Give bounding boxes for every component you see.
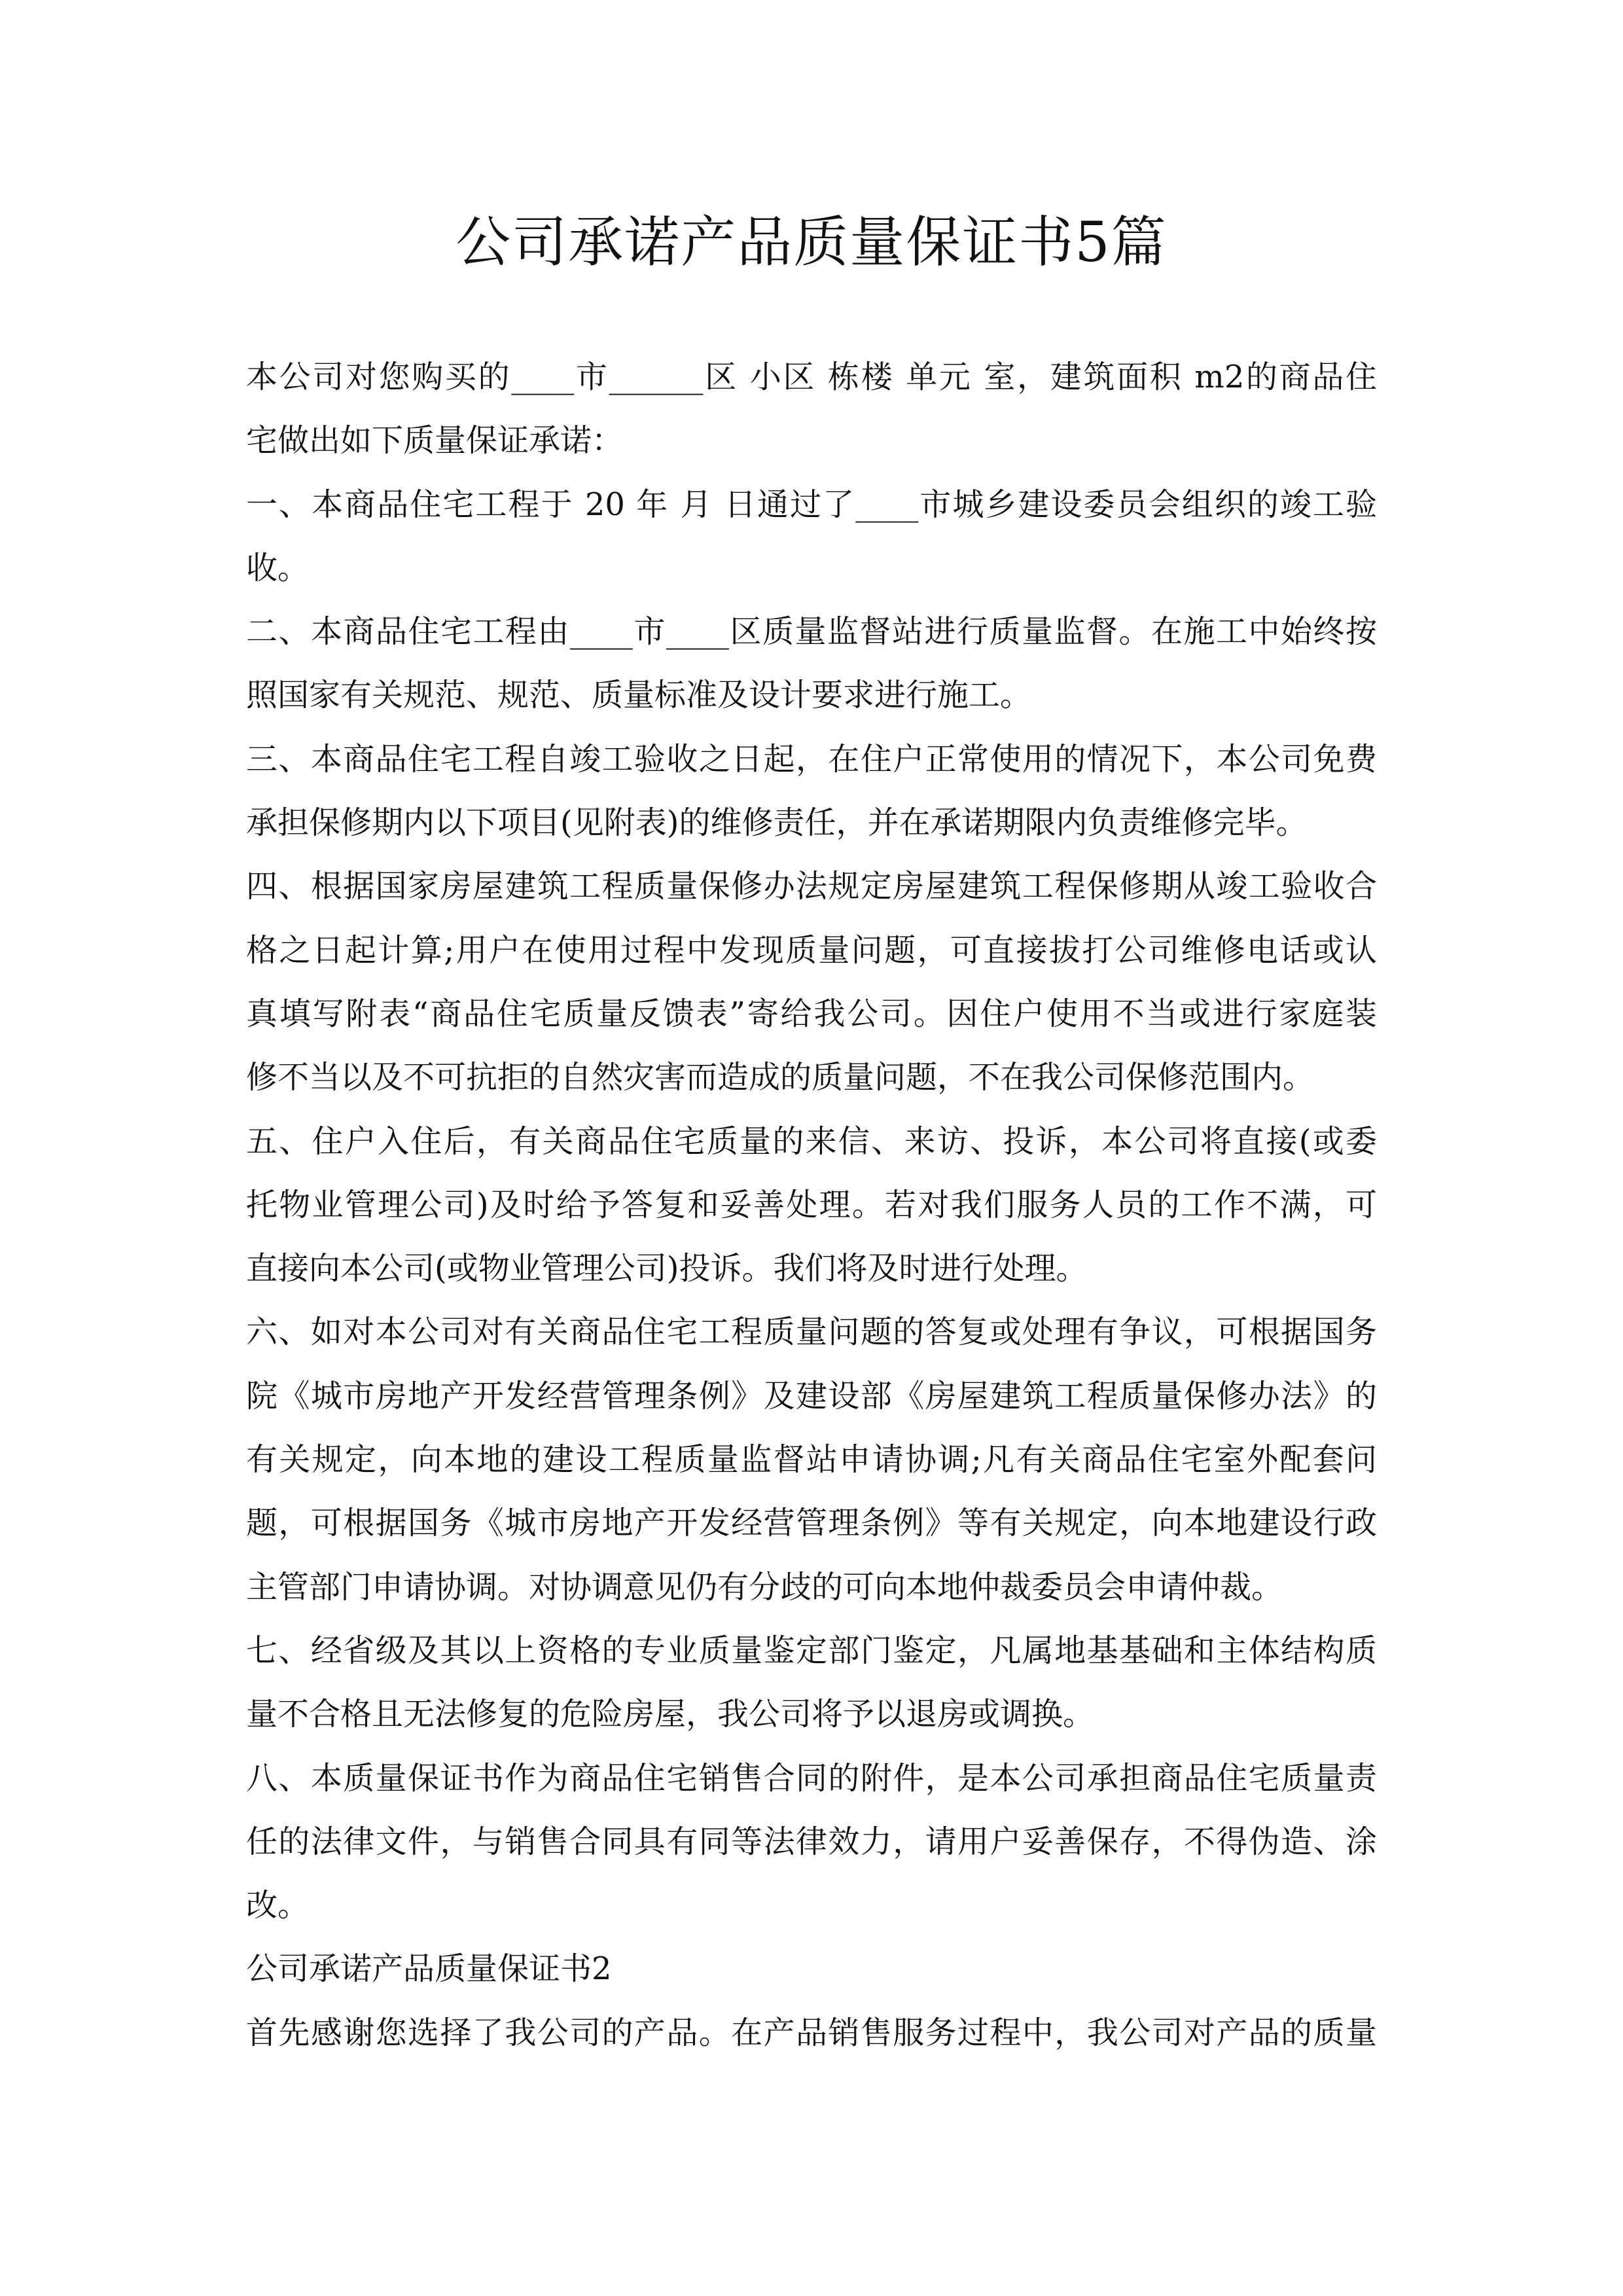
paragraph-line: 托物业管理公司)及时给予答复和妥善处理。若对我们服务人员的工作不满，可 [246,1186,1377,1223]
paragraph-line: 首先感谢您选择了我公司的产品。在产品销售服务过程中，我公司对产品的质量 [246,2014,1377,2051]
paragraph-line: 七、经省级及其以上资格的专业质量鉴定部门鉴定，凡属地基基础和主体结构质 [246,1632,1377,1669]
paragraph [246,1619,1377,1747]
paragraph [246,1300,1377,1619]
paragraph-line: 二、本商品住宅工程由____市____区质量监督站进行质量监督。在施工中始终按 [246,613,1377,651]
paragraph-line: 有关规定，向本地的建设工程质量监督站申请协调;凡有关商品住宅室外配套问 [246,1441,1377,1479]
paragraph-line: 主管部门申请协调。对协调意见仍有分歧的可向本地仲裁委员会申请仲裁。 [246,1568,1283,1605]
paragraph-line: 一、本商品住宅工程于 20 年 月 日通过了____市城乡建设委员会组织的竣工验 [246,486,1377,523]
paragraph-line: 承担保修期内以下项目(见附表)的维修责任，并在承诺期限内负责维修完毕。 [246,804,1308,842]
paragraph [246,346,1377,473]
paragraph [246,2001,1377,2065]
paragraph-line: 六、如对本公司对有关商品住宅工程质量问题的答复或处理有争议，可根据国务 [246,1314,1377,1351]
paragraph-line: 四、根据国家房屋建筑工程质量保修办法规定房屋建筑工程保修期从竣工验收合 [246,868,1377,905]
paragraph-line: 院《城市房地产开发经营管理条例》及建设部《房屋建筑工程质量保修办法》的 [246,1377,1377,1414]
paragraph-line: 照国家有关规范、规范、质量标准及设计要求进行施工。 [246,677,1032,714]
paragraph-line: 格之日起计算;用户在使用过程中发现质量问题，可直接拔打公司维修电话或认 [246,931,1377,969]
document-title: 公司承诺产品质量保证书5篇 [455,210,1168,274]
paragraph [246,1747,1377,1938]
paragraph-line: 宅做出如下质量保证承诺： [246,422,624,459]
document-body [246,346,1377,2065]
paragraph [246,728,1377,855]
paragraph-line: 修不当以及不可抗拒的自然灾害而造成的质量问题，不在我公司保修范围内。 [246,1059,1315,1096]
paragraph-line: 五、住户入住后，有关商品住宅质量的来信、来访、投诉，本公司将直接(或委 [246,1122,1377,1160]
paragraph [246,1110,1377,1301]
paragraph-line: 真填写附表“商品住宅质量反馈表”寄给我公司。因住户使用不当或进行家庭装 [246,995,1377,1032]
paragraph [246,855,1377,1109]
paragraph [246,473,1377,601]
paragraph-line: 本公司对您购买的____市______区 小区 栋楼 单元 室，建筑面积 m2的商品住 [246,359,1377,395]
paragraph-line: 八、本质量保证书作为商品住宅销售合同的附件，是本公司承担商品住宅质量责 [246,1759,1377,1797]
paragraph-line: 公司承诺产品质量保证书2 [246,1950,612,1988]
paragraph [246,1937,1377,2001]
paragraph [246,600,1377,728]
paragraph-line: 改。 [246,1887,310,1924]
paragraph-line: 三、本商品住宅工程自竣工验收之日起，在住户正常使用的情况下，本公司免费 [246,740,1377,778]
paragraph-line: 收。 [246,549,310,586]
paragraph-line: 直接向本公司(或物业管理公司)投诉。我们将及时进行处理。 [246,1250,1088,1287]
paragraph-line: 题，可根据国务《城市房地产开发经营管理条例》等有关规定，向本地建设行政 [246,1505,1377,1542]
paragraph-line: 量不合格且无法修复的危险房屋，我公司将予以退房或调换。 [246,1696,1095,1733]
paragraph-line: 任的法律文件，与销售合同具有同等法律效力，请用户妥善保存，不得伪造、涂 [246,1823,1377,1860]
